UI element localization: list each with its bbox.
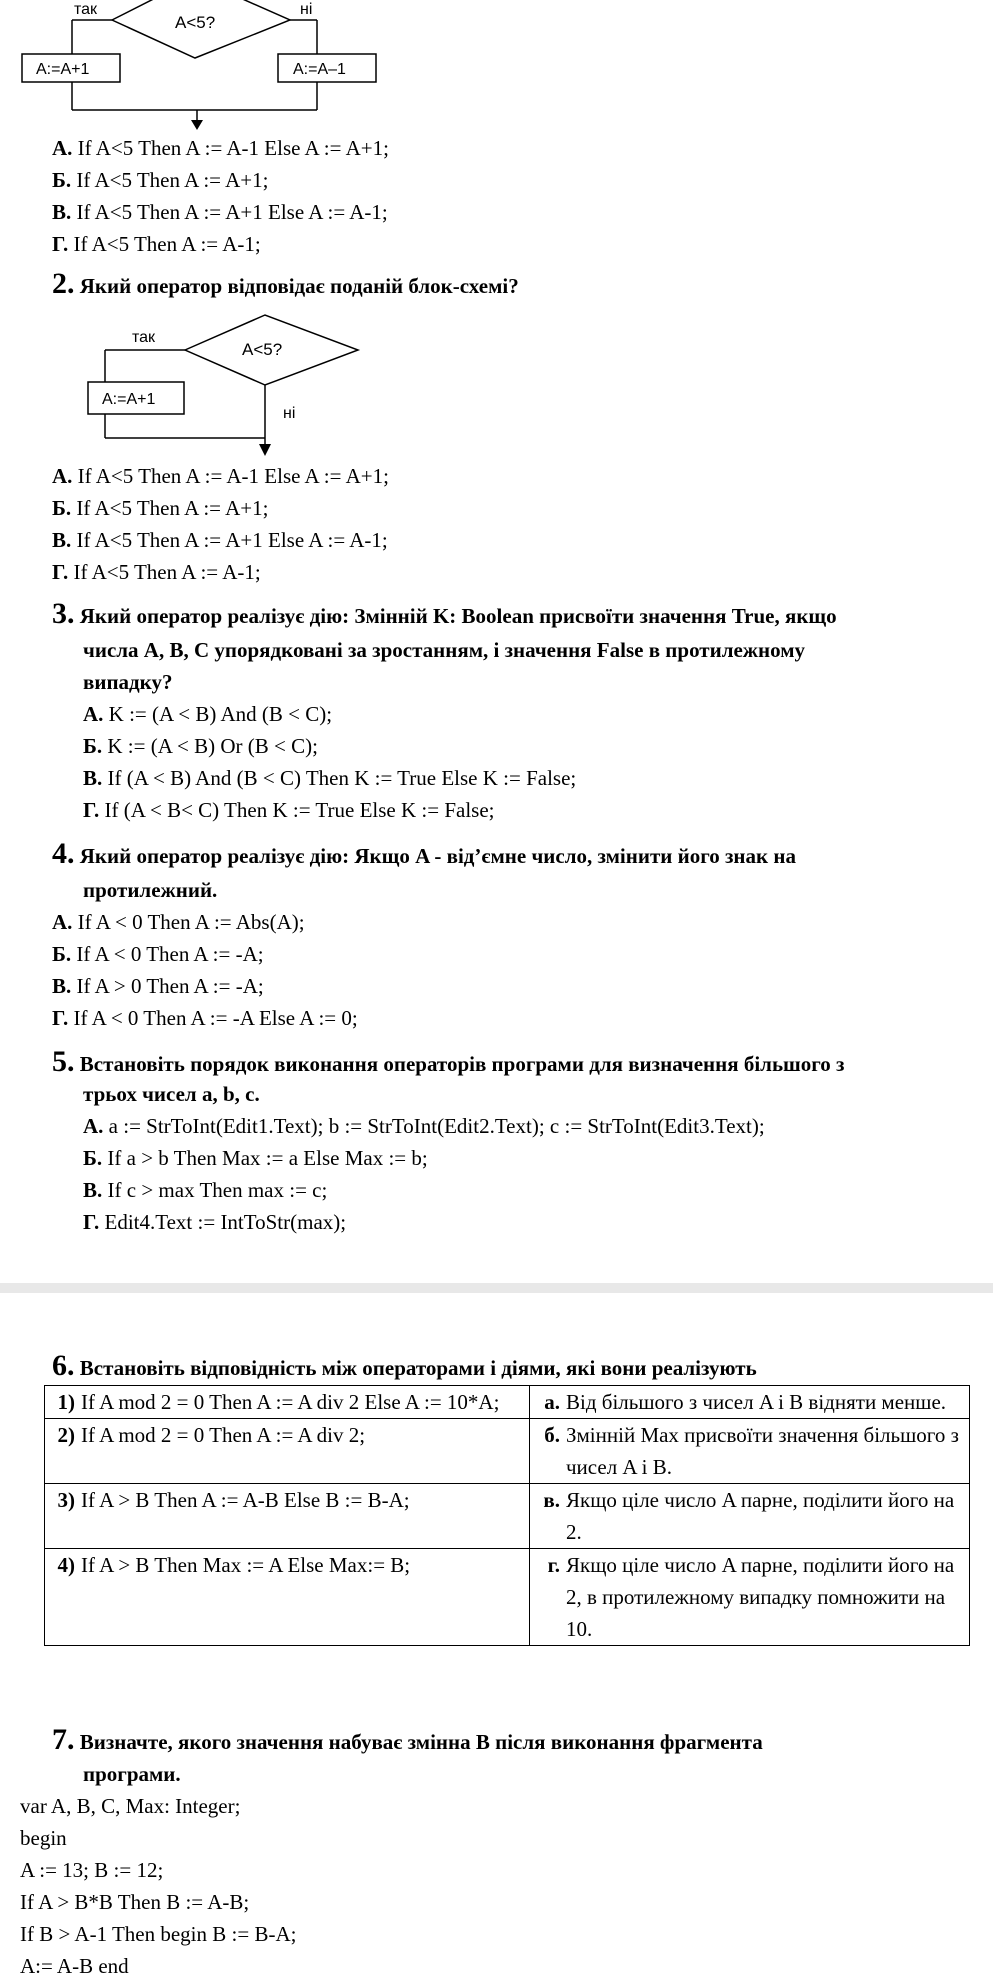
q5-heading: 5. Встановіть порядок виконання операторів програми для визначення більшого з: [52, 1045, 845, 1078]
q5-option-c: В. If c > max Then max := c;: [83, 1178, 328, 1202]
q2-option-b: Б. If A<5 Then A := A+1;: [52, 496, 269, 520]
q2-option-c: В. If A<5 Then A := A+1 Else A := A-1;: [52, 528, 388, 552]
q4-option-c: В. If A > 0 Then A := -A;: [52, 974, 264, 998]
table-cell: 2) If A mod 2 = 0 Then A := A div 2;: [45, 1419, 530, 1484]
code-line: A := 13; B := 12;: [20, 1858, 164, 1882]
table-row: [45, 1549, 970, 1646]
q3-heading: 3. Який оператор реалізує дію: Змінній K: Boolean присвоїти значення True, якщо: [52, 597, 837, 630]
flowchart-2-no-label: ні: [283, 405, 296, 422]
flowchart-1-left-box: A:=A+1: [36, 61, 90, 78]
code-line: A:= A-B end: [20, 1954, 129, 1978]
q3-option-d: Г. If (A < B< C) Then K := True Else K := False;: [83, 798, 495, 822]
flowchart-1-right-box: A:=A–1: [293, 61, 346, 78]
code-line: var A, B, C, Max: Integer;: [20, 1794, 241, 1818]
table-cell: 4) If A > B Then Max := A Else Max:= B;: [45, 1549, 530, 1646]
q2-option-a: А. If A<5 Then A := A-1 Else A := A+1;: [52, 464, 389, 488]
q2-heading: 2. Який оператор відповідає поданій блок-схемі?: [52, 267, 519, 300]
q1-option-a: А. If A<5 Then A := A-1 Else A := A+1;: [52, 136, 389, 160]
matching-table: [44, 1385, 970, 1646]
q3-option-c: В. If (A < B) And (B < C) Then K := True Else K := False;: [83, 766, 577, 790]
table-row: [45, 1419, 970, 1484]
flowchart-2-condition: A<5?: [242, 340, 283, 359]
q5-option-b: Б. If a > b Then Max := a Else Max := b;: [83, 1146, 428, 1170]
table-cell: б. Змінній Max присвоїти значення більшого з чисел A і B.: [530, 1419, 970, 1484]
flowchart-2: [80, 310, 380, 460]
table-row: [45, 1484, 970, 1549]
q7-heading: 7. Визначте, якого значення набуває змінна B після виконання фрагмента: [52, 1723, 763, 1756]
q5-option-a: А. a := StrToInt(Edit1.Text); b := StrToInt(Edit2.Text); c := StrToInt(Edit3.Text);: [83, 1114, 765, 1138]
q5-option-d: Г. Edit4.Text := IntToStr(max);: [83, 1210, 347, 1234]
flowchart-1: [0, 0, 400, 130]
table-cell: г. Якщо ціле число A парне, поділити його на 2, в протилежному випадку помножити на 10.: [530, 1549, 970, 1646]
flowchart-1-no-label: ні: [300, 1, 313, 18]
code-line: begin: [20, 1826, 67, 1850]
q2-option-d: Г. If A<5 Then A := A-1;: [52, 560, 261, 584]
q3-heading-line2: числа A, B, C упорядковані за зростанням, і значення False в протилежному: [83, 638, 806, 662]
q4-option-a: А. If A < 0 Then A := Abs(A);: [52, 910, 305, 934]
table-cell: а. Від більшого з чисел A і B відняти менше.: [530, 1386, 970, 1419]
flowchart-1-condition: A<5?: [175, 13, 216, 32]
code-line: If A > B*B Then B := A-B;: [20, 1890, 250, 1914]
table-row: [45, 1386, 970, 1419]
page-separator: [0, 1283, 993, 1293]
q7-heading-line2: програми.: [83, 1762, 181, 1786]
flowchart-2-box: A:=A+1: [102, 391, 156, 408]
q1-option-b: Б. If A<5 Then A := A+1;: [52, 168, 269, 192]
q6-heading: 6. Встановіть відповідність між операторами і діями, які вони реалізують: [52, 1349, 757, 1382]
q4-option-d: Г. If A < 0 Then A := -A Else A := 0;: [52, 1006, 358, 1030]
q4-heading-line2: протилежний.: [83, 878, 218, 902]
q1-option-c: В. If A<5 Then A := A+1 Else A := A-1;: [52, 200, 388, 224]
table-cell: 3) If A > B Then A := A-B Else B := B-A;: [45, 1484, 530, 1549]
code-line: If B > A-1 Then begin B := B-A;: [20, 1922, 297, 1946]
flowchart-2-yes-label: так: [132, 329, 156, 346]
q3-option-a: А. K := (A < B) And (B < C);: [83, 702, 333, 726]
q4-heading: 4. Який оператор реалізує дію: Якщо A - від’ємне число, змінити його знак на: [52, 837, 796, 870]
q3-heading-line3: випадку?: [83, 670, 173, 694]
table-cell: в. Якщо ціле число A парне, поділити його на 2.: [530, 1484, 970, 1549]
flowchart-1-yes-label: так: [74, 1, 98, 18]
q4-option-b: Б. If A < 0 Then A := -A;: [52, 942, 264, 966]
q1-option-d: Г. If A<5 Then A := A-1;: [52, 232, 261, 256]
q5-heading-line2: трьох чисел a, b, c.: [83, 1082, 260, 1106]
q3-option-b: Б. K := (A < B) Or (B < C);: [83, 734, 318, 758]
table-cell: 1) If A mod 2 = 0 Then A := A div 2 Else A := 10*A;: [45, 1386, 530, 1419]
